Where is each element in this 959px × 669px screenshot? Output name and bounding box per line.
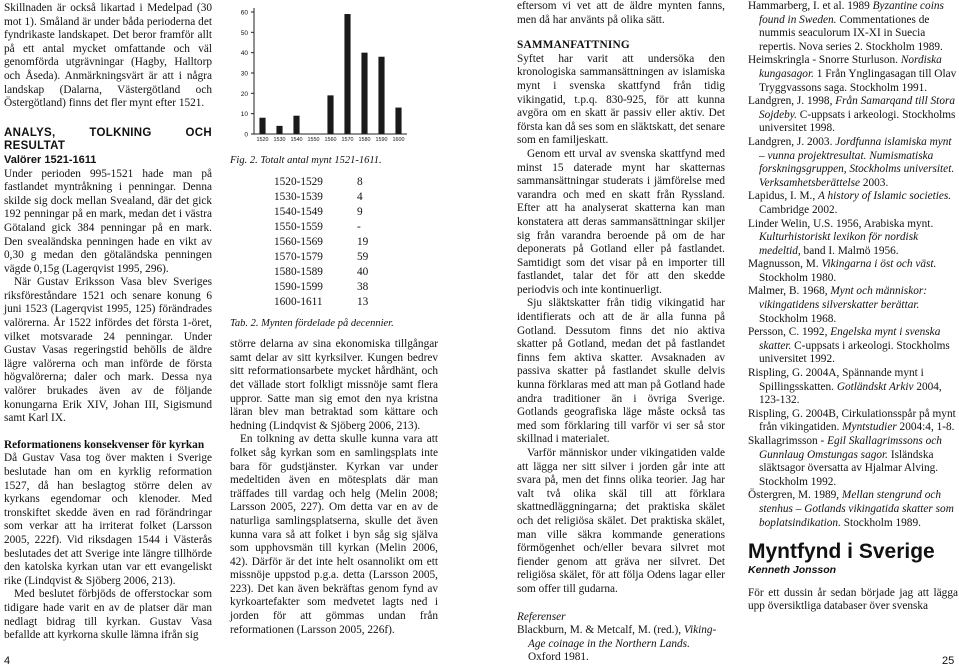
x-tick-label: 1590: [375, 137, 388, 143]
count-cell: 9: [356, 206, 363, 219]
reference-text: C-uppsats i arkeologi. Stockholms universitet 1998.: [759, 108, 956, 135]
reference-item: [748, 136, 958, 190]
x-tick-label: 1570: [341, 137, 354, 143]
reference-text: Stockholm 1968.: [759, 312, 837, 325]
reference-item: [748, 489, 958, 530]
article-title: Myntfynd i Sverige: [748, 540, 935, 564]
section-heading: ANALYS, TOLKNING OCH RESULTAT: [4, 126, 212, 153]
column-3: [517, 0, 725, 665]
reference-title: Kulturhistoriskt lexikon för nordisk medeltid,: [759, 231, 919, 257]
references-heading: Referenser: [517, 610, 566, 623]
y-tick-label: 40: [240, 50, 248, 58]
chart-bar: [395, 108, 401, 134]
reference-text: 2003.: [860, 176, 889, 189]
column-2: [230, 154, 438, 637]
count-cell: 8: [356, 176, 363, 189]
chart-bar: [327, 95, 333, 134]
decade-cell: 1550-1559: [274, 221, 323, 234]
reference-text: Stockholm 1989.: [840, 516, 921, 529]
paragraph: För ett dussin år sedan började jag att lägga upp översiktliga databaser över svenska: [748, 586, 958, 613]
reference-title: Jordfunna islamiska mynt – vunna projektresultat. Numismatiska forskningsgruppen, Stockholms universitet. Verksamhetsberättelse: [759, 135, 955, 189]
reference-title: Mynt och människor: vikingatidens silverskatter berättar.: [759, 285, 928, 312]
decade-cell: 1530-1539: [274, 191, 323, 204]
chart-bar: [344, 14, 350, 134]
reference-title: Engelska mynt i svenska skatter.: [759, 326, 941, 352]
reference-title: Myntstudier: [842, 421, 897, 434]
paragraph: eftersom vi vet att de äldre mynten fanns, men då har använts på olika sätt.: [517, 0, 725, 26]
section-heading: SAMMANFATTNING: [517, 39, 630, 52]
reference-text: Stockholm 1980.: [759, 271, 837, 284]
chart-bars: [259, 14, 401, 134]
reference-text: Malmer, B. 1968,: [748, 285, 831, 298]
reference-text: 2004, 123-132.: [759, 380, 942, 407]
paragraph: Då Gustav Vasa tog över makten i Sverige beslutade han om en kyrklig reformation 1527, då han beslagtog större delen av kyrkans egendomar och klenoder. Med tronskiftet skedde även en rad förändringar som verkar att ha irriterat folket (Larsson 2005, 222f). Vid riksdagen 1544 i Västerås beslutades det att Sverige inte längre tillhörde den katolska kyrkan utan var ett evangeliskt rike (Lindqvist & Sjöberg 2006, 213).: [4, 452, 212, 587]
reference-text: Hammarberg, I. et al. 1989: [748, 0, 873, 12]
reference-title: A history of Islamic societies.: [817, 190, 952, 203]
reference-text: Commentationes de nummis seaculorum IX-XI in Suecia repertis. Nova series 2. Stockholm 1989.: [759, 13, 943, 53]
reference-text: Heimskringla - Snorre Sturluson.: [748, 54, 901, 67]
reference-text: Skallagrimsson -: [748, 435, 828, 447]
reference-item: [748, 258, 958, 285]
table-row: [274, 236, 368, 251]
paragraph: Med beslutet förbjöds de offerstockar som tidigare hade varit en av de platser där man nedlagt bidrag till kyrkan. Gustav Vasa befallde att kyrkorna skulle lämna ifrån sig: [4, 588, 212, 642]
reference-text: Blackburn, M. & Metcalf, M. (red.),: [517, 624, 684, 637]
article-author: Kenneth Jonsson: [748, 564, 837, 577]
reference-text: Landgren, J. 1998,: [748, 95, 836, 108]
reference-text: Persson, C. 1992,: [748, 326, 831, 339]
reference-text: Landgren, J. 2003.: [748, 135, 836, 148]
column-1: [4, 2, 212, 643]
paragraph: Syftet har varit att undersöka den kronologiska sammansättningen av islamiska mynt i svenska skattfynd från tidig vikingatid, t.p.q. 830-925, för att kunna avgöra om en skatt är passiv eller aktiv. Det första kan då ses som en släktskatt, det senare som en familjeskatt.: [517, 52, 725, 147]
reference-item: [748, 54, 958, 95]
reference-text: Lapidus, I. M.,: [748, 190, 818, 203]
paragraph: Genom ett urval av svenska skattfynd med minst 15 daterade mynt har skatternas sammansättningar studerats i jämförelse med varandra och med en skatt från Ryssland. Efter att ha analyserat skatterna kan man konstatera att deras sammansättningar skiljer sig från varandra beroende på om de har deponerats på Gotland eller på fastlandet. Samtidigt som det visar på en importer till fastlandet, talar det för att den skedde periodvis och inte kontinuerligt.: [517, 147, 725, 296]
decade-cell: 1520-1529: [274, 176, 323, 189]
reference-title: Mellan stengrund och stenhus – Gotlands vikingatida skatter som boplatsindikation.: [759, 489, 954, 529]
table-row: [274, 266, 368, 281]
reference-text: 2004:4, 1-8.: [896, 421, 955, 434]
x-tick-label: 1530: [273, 137, 286, 143]
decade-cell: 1540-1549: [274, 206, 323, 219]
table-row: [274, 221, 368, 236]
x-tick-label: 1520: [256, 137, 269, 143]
decade-cell: 1580-1589: [274, 266, 323, 279]
count-cell: 4: [356, 191, 363, 204]
chart-bar: [361, 53, 367, 134]
decade-cell: 1590-1599: [274, 281, 323, 294]
reference-title: Viking-Age coinage in the Northern Lands.: [528, 624, 717, 650]
y-tick-label: 30: [240, 70, 248, 78]
chart-bar: [378, 57, 384, 134]
y-tick-label: 10: [240, 111, 248, 119]
reference-text: 1 Från Ynglingasagan till Olav Tryggvassons saga. Stockholm 1991.: [759, 67, 957, 94]
decade-table: [274, 176, 368, 311]
reference-text: Linder Welin, U.S. 1956, Arabiska mynt.: [748, 217, 934, 230]
count-cell: -: [356, 221, 361, 234]
x-tick-label: 1580: [358, 137, 371, 143]
y-tick-label: 20: [240, 90, 248, 98]
paragraph: Sju släktskatter från tidig vikingatid har identifierats och att de är alla funna på Gotland. Dessutom finns det nio aktiva skatter på Gotland, medan det på fastlandet finns fem aktiva skatter. Avsaknaden av passiva skatter på fastlandet skulle delvis kunna förklaras med att man på Gotland hade andra traditioner än i övriga Sverige. Gotlands geografiska läge måste också tas med som förklaring till varför vi ser så stor skillnad i materialet.: [517, 297, 725, 446]
bar-chart: [230, 0, 410, 150]
paragraph: Skillnaden är också likartad i Medelpad (30 mot 1). Småland är under båda perioderna det fyndrikaste landskapet. Det beror framför allt på ett antal mycket omfattande och väl genomförda utgrävningar (Hagby, Halltorp och Åseda). Anmärkningsvärt är att i några landskap (Dalarna, Västergötland och Östergötland) finns det fler mynt efter 1521.: [4, 2, 212, 110]
reference-title: Från Samarqand till Stora Sojdeby.: [759, 95, 956, 121]
y-tick-label: 0: [244, 131, 248, 139]
table-row: [274, 296, 368, 311]
reference-item: [748, 218, 958, 259]
reference-text: Rispling, G. 2004B, Cirkulationsspår på mynt från vikingatiden.: [748, 407, 956, 434]
count-cell: 40: [356, 266, 369, 279]
reference-item: [748, 95, 958, 136]
table-row: [274, 206, 368, 221]
count-cell: 19: [356, 236, 369, 249]
reference-item: [748, 0, 958, 54]
table-row: [274, 176, 368, 191]
reference-list: [748, 0, 958, 530]
figure-caption: Fig. 2. Totalt antal mynt 1521-1611.: [230, 155, 382, 166]
decade-cell: 1560-1569: [274, 236, 323, 249]
reference-title: Gotländskt Arkiv: [836, 380, 914, 393]
page-number-right: 25: [942, 655, 955, 667]
reference-item: [748, 285, 958, 326]
sub-heading: Reformationens konsekvenser för kyrkan: [4, 438, 205, 451]
reference-text: Isländska släktsagor översatta av Hjalmar Alving. Stockholm 1992.: [759, 448, 939, 488]
reference-text: Östergren, M. 1989,: [748, 489, 842, 502]
reference-item: [748, 190, 958, 217]
reference-item: [748, 367, 958, 408]
sub-heading: Valörer 1521-1611: [4, 153, 97, 166]
paragraph: Varför människor under vikingatiden valde att lägga ner sitt silver i jorden går inte att svara på, men det finns olika teorier. Jag har valt två olika skäl till att förklara skattnedläggningarna; det praktiska skälet och det religiösa skälet. Det praktiska skälet, man ville säkra kommande generations förmögenhet och/eller bevara silvret mot fiender genom att gräva ner silvret. Det religiösa skälet, för att följa Odens lagar eller som offer till gudarna.: [517, 447, 725, 595]
count-cell: 59: [356, 251, 369, 264]
table-row: [274, 191, 368, 206]
table-row: [274, 251, 368, 266]
table-caption: Tab. 2. Mynten fördelade på decennier.: [230, 317, 394, 329]
reference-text: Rispling, G. 2004A, Spännande mynt i Spillingsskatten.: [748, 367, 924, 393]
column-4: [748, 0, 958, 614]
y-tick-label: 50: [240, 29, 248, 37]
reference-text: Cambridge 2002.: [759, 203, 838, 216]
reference-title: Egil Skallagrimssons och Gunnlaug Omstungas sagor.: [759, 435, 942, 461]
reference-item: [748, 408, 958, 435]
decade-cell: 1600-1611: [274, 296, 323, 309]
y-tick-label: 60: [240, 9, 248, 17]
x-tick-label: 1600: [392, 137, 405, 143]
reference-text: C-uppsats i arkeologi. Stockholms universitet 1992.: [759, 339, 950, 366]
reference-item: [517, 624, 725, 665]
count-cell: 38: [356, 281, 369, 294]
reference-item: [748, 326, 958, 367]
reference-title: Byzantine coins found in Sweden.: [759, 0, 944, 26]
chart-bar: [293, 116, 299, 134]
chart-bar: [276, 126, 282, 134]
paragraph: När Gustav Eriksson Vasa blev Sveriges riksföreståndare 1521 och senare konung 6 juni 1523 (Lagerqvist 1995, 125) förändrades valörerna. År 1522 infördes det första 1-öret, vilket motsvarade 24 penningar. Under Gustav Vasas regeringstid behölls de äldre lägre valörerna och man införde de första högvalörerna; daler och mark. Dessa nya valörer brukades även av de följande konungarna Erik XIV, Johan III, Sigismund samt Karl IX.: [4, 276, 212, 425]
reference-text: band I. Malmö 1956.: [800, 244, 899, 257]
table-row: [274, 281, 368, 296]
chart-bar: [259, 118, 265, 134]
reference-text: Oxford 1981.: [528, 651, 589, 664]
paragraph: Under perioden 995-1521 hade man på fastlandet myntråkning i penningar. Denna skilde sig dock mellan Svealand, där det gick 192 penningar på en mark, medan det i västra Götaland gick 384 penningar på en mark. Den svealändska penningen hade en vikt av 0,30 g medan den götaländska penningen vägde 0,15g (Lagerqvist 1995, 296).: [4, 167, 212, 275]
paragraph: större delarna av sina ekonomiska tillgångar samt delar av sitt kyrksilver. Kungen bedrev sitt reformationsarbete mycket hårdhänt, och det vällade stort folkligt missnöje samt flera uppror. Satte man sig emot den nya kristna läran blev man betraktad som kättare och hedning (Lindqvist & Sjöberg 2006, 213).: [230, 338, 438, 432]
x-tick-label: 1560: [324, 137, 337, 143]
decade-cell: 1570-1579: [274, 251, 323, 264]
reference-text: Magnusson, M.: [748, 258, 822, 271]
reference-item: [748, 435, 958, 489]
paragraph: En tolkning av detta skulle kunna vara att folket såg kyrkan som en samlingsplats inte bara för gudstjänster. Kyrkan var under medeltiden även en mötesplats där man träffades till vardag och helg (Melin 2008; Larsson 2005, 227). Om detta var en av de naturliga samlingsplatserna, skulle det även kunna vara så att folket i byn såg sig själva som upphovsmän till kyrkan (Melin 2006, 42). Därför är det inte helt osannolikt om ett missnöje uppstod p.g.a. detta (Larsson 2005, 223). Det kan även bekräftas genom fynd av kyrkoartefakter som medvetet lagts ned i jorden för att gömmas undan från reformationen (Larsson 2005, 226f).: [230, 433, 438, 636]
reference-title: Nordiska kungasagor.: [759, 54, 942, 80]
reference-title: Vikingarna i öst och väst.: [821, 258, 937, 271]
count-cell: 13: [356, 296, 369, 309]
x-tick-label: 1550: [307, 137, 320, 143]
x-tick-label: 1540: [290, 137, 303, 143]
page-number-left: 4: [4, 655, 11, 667]
